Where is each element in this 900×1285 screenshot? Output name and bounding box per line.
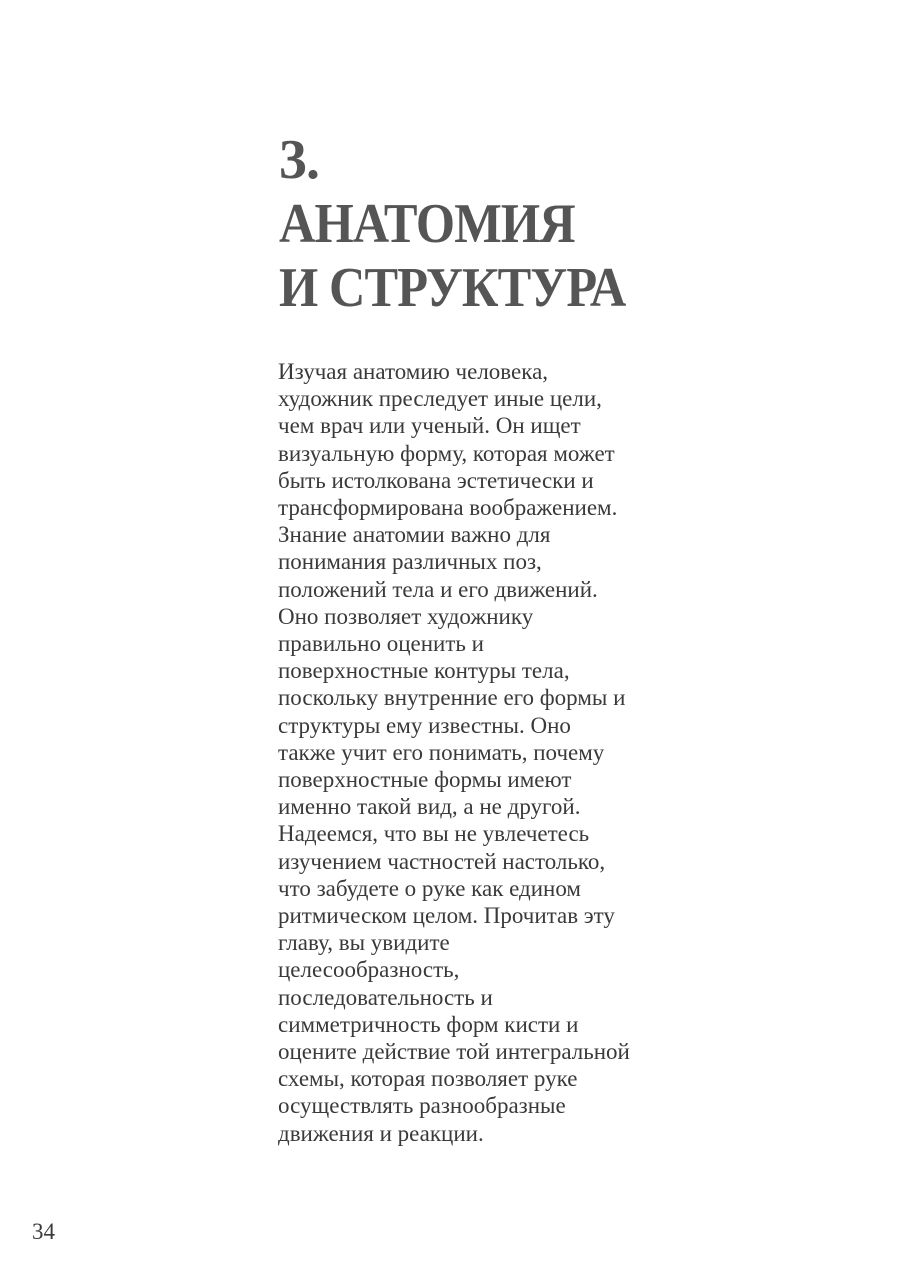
intro-line: быть истолкована эстетически и xyxy=(278,467,594,493)
intro-line: симметричность форм кисти и xyxy=(278,1011,579,1037)
page-number: 34 xyxy=(32,1219,55,1244)
chapter-intro-paragraph xyxy=(278,358,630,1147)
intro-line: структуры ему известны. Оно xyxy=(278,712,571,738)
chapter-title-line-1: АНАТОМИЯ xyxy=(279,193,575,255)
intro-line: Оно позволяет художнику xyxy=(278,603,534,629)
intro-line: художник преследует иные цели, xyxy=(278,386,602,412)
intro-line: трансформирована воображением. xyxy=(278,495,618,521)
chapter-title xyxy=(279,192,625,320)
chapter-title-line-2: И СТРУКТУРА xyxy=(279,257,626,319)
intro-line: поверхностные формы имеют xyxy=(278,767,572,793)
intro-line: осуществлять разнообразные xyxy=(278,1093,566,1119)
intro-line: чем врач или ученый. Он ищет xyxy=(278,413,581,439)
intro-line: понимания различных поз, xyxy=(278,549,542,575)
intro-line: что забудете о руке как едином xyxy=(278,875,581,901)
intro-line: Изучая анатомию человека, xyxy=(278,359,549,384)
intro-line: главу, вы увидите xyxy=(278,930,450,956)
intro-line: Знание анатомии важно для xyxy=(278,522,551,548)
intro-line: именно такой вид, а не другой. xyxy=(278,794,581,820)
chapter-number: 3. xyxy=(279,129,319,191)
intro-line: визуальную форму, которая может xyxy=(278,440,615,466)
intro-line: правильно оценить и xyxy=(278,631,484,657)
intro-line: поскольку внутренние его формы и xyxy=(278,685,626,711)
intro-line: Надеемся, что вы не увлечетесь xyxy=(278,821,590,847)
intro-line: целесообразность, xyxy=(278,957,460,983)
intro-line: оцените действие той интегральной xyxy=(278,1039,630,1065)
intro-line: поверхностные контуры тела, xyxy=(278,658,570,684)
intro-line: ритмическом целом. Прочитав эту xyxy=(278,903,615,929)
intro-line: схемы, которая позволяет руке xyxy=(278,1066,578,1092)
intro-line: движения и реакции. xyxy=(278,1120,484,1146)
intro-line: последовательность и xyxy=(278,984,493,1010)
intro-line: также учит его понимать, почему xyxy=(278,739,605,765)
intro-line: изучением частностей настолько, xyxy=(278,848,606,874)
intro-line: положений тела и его движений. xyxy=(278,576,598,602)
